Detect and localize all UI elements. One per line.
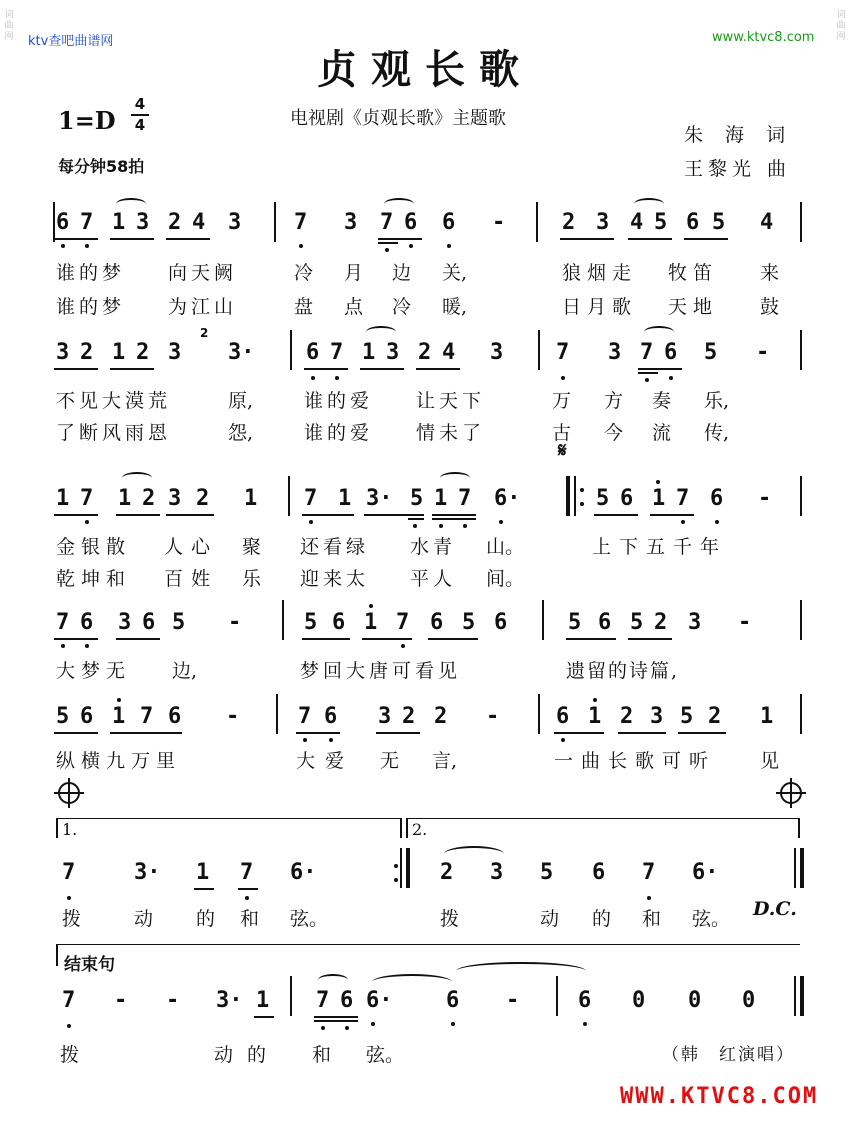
lyric: 牧笛 — [668, 262, 719, 284]
note: 1 — [362, 340, 376, 365]
note: 7 — [330, 340, 344, 365]
lyric: 见 — [760, 750, 780, 772]
lyric: 大爱 — [296, 750, 355, 772]
note: 3 — [168, 486, 182, 511]
lyric: 暖, — [442, 296, 468, 318]
lyric: 大梦无 — [56, 660, 132, 682]
lyric: 谁的爱 — [304, 422, 374, 444]
barline — [538, 694, 540, 734]
note: 4 — [192, 210, 206, 235]
note: - — [226, 704, 240, 729]
lyric: 梦回大唐可看见 — [300, 660, 462, 682]
site-name-left: ktv查吧曲谱网 — [28, 34, 114, 49]
lyric: 乾坤和 — [56, 568, 132, 590]
coda-icon — [58, 782, 80, 804]
note: 3 — [650, 704, 664, 729]
lyric: 间。 — [486, 568, 525, 590]
lyric: 动的 — [214, 1044, 281, 1066]
note: 1 — [112, 704, 126, 729]
lyric: 弦。 — [692, 908, 731, 930]
lyric: 原, — [228, 390, 254, 412]
note: - — [738, 610, 752, 635]
lyric: 点 — [344, 296, 364, 318]
note: 2 — [440, 860, 454, 885]
volta-2-label: 2. — [412, 820, 428, 839]
lyric: 拨 — [60, 1044, 80, 1066]
note: 3· — [228, 340, 255, 365]
note: 1 — [364, 610, 378, 635]
note: 2 — [168, 210, 182, 235]
note: 4 — [442, 340, 456, 365]
note: 2 — [402, 704, 416, 729]
lyric: 天地 — [668, 296, 719, 318]
side-text: 词曲网 — [836, 10, 846, 42]
note: 3· — [366, 486, 393, 511]
lyric: 百姓 — [164, 568, 219, 590]
lyric: 乐 — [242, 568, 262, 590]
note: 7 — [294, 210, 308, 235]
lyric: 弦。 — [290, 908, 329, 930]
lyric: 狼烟走 — [562, 262, 638, 284]
note: 6· — [494, 486, 521, 511]
note: 6 — [620, 486, 634, 511]
barline — [290, 976, 292, 1016]
composer: 王黎光 曲 — [684, 158, 792, 180]
note: 1 — [588, 704, 602, 729]
lyric: 奏 — [652, 390, 672, 412]
repeat-end — [400, 848, 402, 888]
note: 1 — [56, 486, 70, 511]
repeat-start — [566, 476, 570, 516]
lyric: 古 — [552, 422, 572, 444]
note: 1 — [256, 988, 270, 1013]
subtitle: 电视剧《贞观长歌》主题歌 — [290, 108, 506, 129]
lyric: 谁的梦 — [56, 296, 126, 318]
ending-label: 结束句 — [64, 955, 115, 975]
note: 6 — [306, 340, 320, 365]
note: 6 — [494, 610, 508, 635]
lyric: 冷 — [392, 296, 412, 318]
barline — [542, 600, 544, 640]
singer-credit: （韩 红演唱） — [662, 1045, 795, 1065]
note: 6 — [442, 210, 456, 235]
lyric: 遗留的诗篇, — [566, 660, 680, 682]
lyric: 弦。 — [366, 1044, 405, 1066]
note: 2 — [136, 340, 150, 365]
lyric: 拨 — [440, 908, 460, 930]
lyric: 让天下 — [416, 390, 486, 412]
note: 3 — [344, 210, 358, 235]
lyric: 今 — [604, 422, 624, 444]
lyric: 来 — [760, 262, 780, 284]
lyric: 无 — [380, 750, 400, 772]
note: 3· — [134, 860, 161, 885]
note: 1 — [118, 486, 132, 511]
note: 3 — [168, 340, 182, 365]
note: 5 — [596, 486, 610, 511]
lyric: 万 — [552, 390, 572, 412]
barline — [800, 476, 802, 516]
note: 2 — [142, 486, 156, 511]
tempo: 每分钟58拍 — [58, 157, 145, 176]
note: 7 — [80, 486, 94, 511]
note: 7 — [140, 704, 154, 729]
barline — [290, 330, 292, 370]
grace-note: 2 — [200, 326, 209, 340]
lyric: 关, — [442, 262, 468, 284]
note: 6 — [332, 610, 346, 635]
song-title: 贞观长歌 — [317, 46, 533, 93]
note: 7 — [80, 210, 94, 235]
lyric: 日月歌 — [562, 296, 638, 318]
note: 2 — [80, 340, 94, 365]
lyric: 边 — [392, 262, 412, 284]
lyric: 的 — [196, 908, 216, 930]
lyric: 拨 — [62, 908, 82, 930]
note: 6 — [430, 610, 444, 635]
lyric: 边, — [172, 660, 198, 682]
note: 3 — [608, 340, 622, 365]
barline — [556, 976, 558, 1016]
lyric: 月 — [344, 262, 364, 284]
note: 5 — [654, 210, 668, 235]
note: 2 — [434, 704, 448, 729]
note: 5 — [462, 610, 476, 635]
note: 5 — [704, 340, 718, 365]
note: 1 — [652, 486, 666, 511]
note: 3 — [596, 210, 610, 235]
note: 6 — [324, 704, 338, 729]
note: 2 — [620, 704, 634, 729]
lyric: 动 — [540, 908, 560, 930]
note: 0 — [688, 988, 702, 1013]
note: 5 — [410, 486, 424, 511]
note: 7 — [240, 860, 254, 885]
note: 2 — [654, 610, 668, 635]
lyric: 为江山 — [168, 296, 238, 318]
lyric: 人心 — [164, 536, 219, 558]
note: 4 — [630, 210, 644, 235]
lyric: 乐, — [704, 390, 730, 412]
note: 6 — [404, 210, 418, 235]
note: 5 — [172, 610, 186, 635]
note: 7 — [380, 210, 394, 235]
note: 7 — [676, 486, 690, 511]
lyric: 聚 — [242, 536, 262, 558]
lyric: 上下五千年 — [592, 536, 728, 558]
note: 2 — [708, 704, 722, 729]
note: 6· — [366, 988, 393, 1013]
note: 1 — [338, 486, 352, 511]
lyric: 鼓 — [760, 296, 780, 318]
coda-icon — [780, 782, 802, 804]
note: 3 — [386, 340, 400, 365]
note: - — [492, 210, 506, 235]
lyric: 水青 — [410, 536, 457, 558]
lyric: 流 — [652, 422, 672, 444]
note: 7 — [304, 486, 318, 511]
barline — [274, 202, 276, 242]
note: 3 — [136, 210, 150, 235]
lyric: 一曲长歌可听 — [554, 750, 717, 772]
final-barline — [800, 848, 804, 888]
lyric: 金银散 — [56, 536, 132, 558]
note: - — [506, 988, 520, 1013]
note: 6 — [664, 340, 678, 365]
lyric: 谁的爱 — [304, 390, 374, 412]
note: 4 — [760, 210, 774, 235]
dc-marking: D.C. — [753, 898, 797, 920]
note: 6 — [80, 704, 94, 729]
note: 5 — [540, 860, 554, 885]
site-url-right: www.ktvc8.com — [712, 30, 815, 45]
time-top: 4 — [134, 95, 146, 113]
barline — [276, 694, 278, 734]
note: - — [228, 610, 242, 635]
key-signature: 1=D — [58, 106, 116, 135]
note: 6 — [142, 610, 156, 635]
note: 6 — [578, 988, 592, 1013]
note: 2 — [562, 210, 576, 235]
note: 6 — [592, 860, 606, 885]
note: 7 — [56, 610, 70, 635]
final-barline — [800, 976, 804, 1016]
note: 6 — [340, 988, 354, 1013]
note: 7 — [62, 860, 76, 885]
note: 3 — [56, 340, 70, 365]
lyric: 方 — [604, 390, 624, 412]
note: 7 — [316, 988, 330, 1013]
lyric: 冷 — [294, 262, 314, 284]
note: 6· — [692, 860, 719, 885]
barline — [800, 600, 802, 640]
lyric: 盘 — [294, 296, 314, 318]
segno-icon: 𝄋 — [558, 438, 567, 462]
footer-url: WWW.KTVC8.COM — [620, 1084, 819, 1109]
lyric: 还看绿 — [300, 536, 370, 558]
note: 3 — [118, 610, 132, 635]
barline — [538, 330, 540, 370]
barline — [288, 476, 290, 516]
note: - — [758, 486, 772, 511]
note: 5 — [680, 704, 694, 729]
note: 7 — [642, 860, 656, 885]
note: 6· — [290, 860, 317, 885]
lyricist: 朱 海 词 — [684, 124, 794, 146]
note: 1 — [760, 704, 774, 729]
note: 7 — [62, 988, 76, 1013]
barline — [800, 202, 802, 242]
note: 1 — [244, 486, 258, 511]
note: 1 — [112, 340, 126, 365]
lyric: 向天阙 — [168, 262, 238, 284]
note: 7 — [458, 486, 472, 511]
note: 1 — [196, 860, 210, 885]
lyric: 平人 — [410, 568, 457, 590]
note: 3 — [228, 210, 242, 235]
volta-1-label: 1. — [62, 820, 78, 839]
note: 7 — [298, 704, 312, 729]
lyric: 山。 — [486, 536, 525, 558]
lyric: 言, — [432, 750, 458, 772]
barline — [536, 202, 538, 242]
note: 5 — [56, 704, 70, 729]
side-text: 词曲网 — [4, 10, 14, 42]
lyric: 和 — [240, 908, 260, 930]
lyric: 纵横九万里 — [56, 750, 182, 772]
lyric: 迎来太 — [300, 568, 370, 590]
note: 1 — [112, 210, 126, 235]
lyric: 的 — [592, 908, 612, 930]
note: 6 — [80, 610, 94, 635]
note: - — [756, 340, 770, 365]
lyric: 谁的梦 — [56, 262, 126, 284]
note: 5 — [712, 210, 726, 235]
note: 6 — [556, 704, 570, 729]
note: 3 — [490, 340, 504, 365]
note: 5 — [630, 610, 644, 635]
note: 0 — [742, 988, 756, 1013]
lyric: 了断风雨恩 — [56, 422, 172, 444]
note: 7 — [396, 610, 410, 635]
note: 6 — [446, 988, 460, 1013]
note: 6 — [710, 486, 724, 511]
time-bottom: 4 — [134, 116, 146, 134]
note: 6 — [168, 704, 182, 729]
note: - — [114, 988, 128, 1013]
barline — [282, 600, 284, 640]
note: 3 — [688, 610, 702, 635]
note: 2 — [196, 486, 210, 511]
note: - — [486, 704, 500, 729]
barline — [800, 330, 802, 370]
lyric: 动 — [134, 908, 154, 930]
note: 5 — [304, 610, 318, 635]
note: 5 — [568, 610, 582, 635]
note: 6 — [56, 210, 70, 235]
lyric: 不见大漠荒 — [56, 390, 172, 412]
note: 3 — [378, 704, 392, 729]
note: 6 — [686, 210, 700, 235]
barline — [800, 694, 802, 734]
note: 6 — [598, 610, 612, 635]
note: 7 — [556, 340, 570, 365]
lyric: 怨, — [228, 422, 254, 444]
note: 3 — [490, 860, 504, 885]
lyric: 和 — [642, 908, 662, 930]
note: 1 — [434, 486, 448, 511]
lyric: 传, — [704, 422, 730, 444]
note: 0 — [632, 988, 646, 1013]
time-signature — [130, 96, 150, 134]
lyric: 情未了 — [416, 422, 486, 444]
note: 2 — [418, 340, 432, 365]
note: 7 — [640, 340, 654, 365]
note: 3· — [216, 988, 243, 1013]
note: - — [166, 988, 180, 1013]
lyric: 和 — [312, 1044, 332, 1066]
